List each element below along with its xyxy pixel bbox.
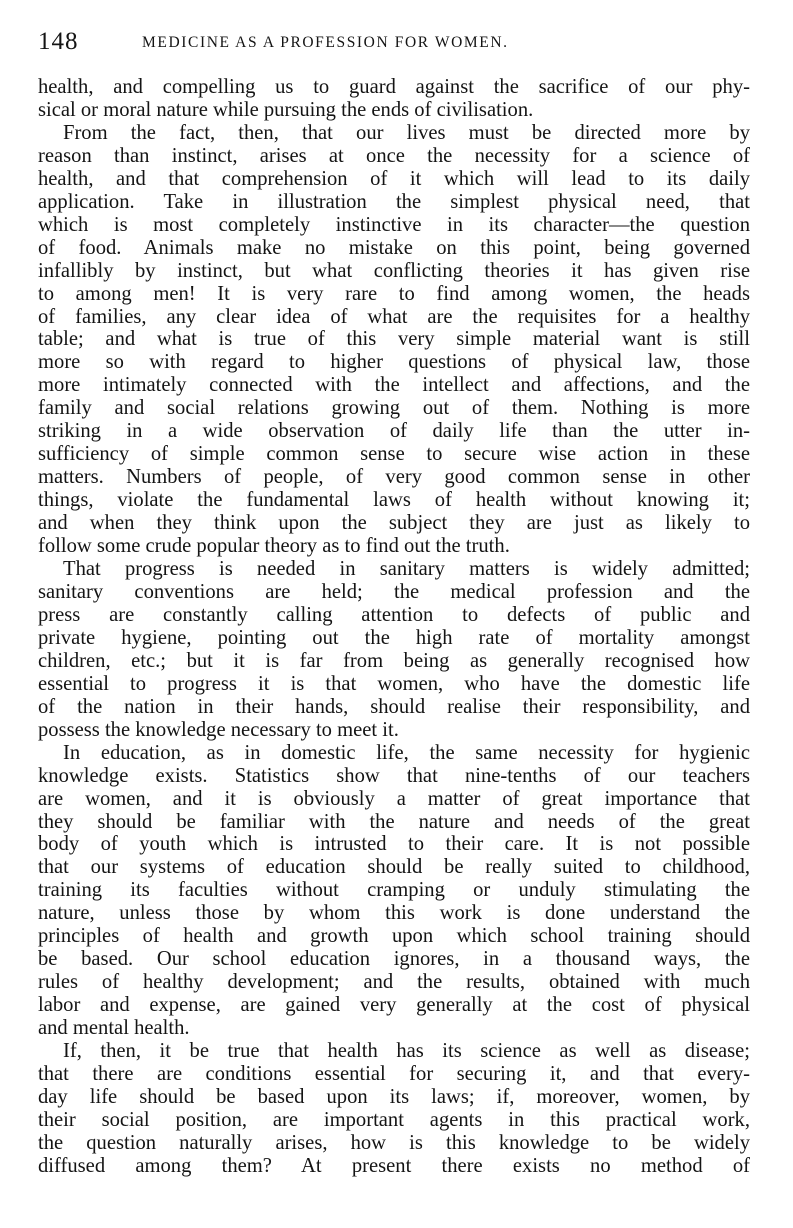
text-line: reason than instinct, arises at once the necessity for a science of [38,144,750,167]
text-line: In education, as in domestic life, the same necessity for hygienic [63,741,750,764]
text-line: of families, any clear idea of what are the requisites for a healthy [38,305,750,328]
text-line: and when they think upon the subject they are just as likely to [38,512,750,535]
text-line: press are constantly calling attention to defects of public and [38,603,750,626]
text-line: children, etc.; but it is far from being as generally recognised how [38,649,750,672]
text-line: That progress is needed in sanitary matters is widely admitted; [63,558,750,581]
text-line: body of youth which is intrusted to their care. It is not possible [38,833,750,856]
text-line: that our systems of education should be really suited to childhood, [38,856,750,879]
text-line: are women, and it is obviously a matter of great importance that [38,787,750,810]
text-line: follow some crude popular theory as to find out the truth. [38,535,510,558]
text-line: application. Take in illustration the simplest physical need, that [38,190,750,213]
text-line: nature, unless those by whom this work is done understand the [38,902,750,925]
paragraph [38,76,750,122]
text-line: knowledge exists. Statistics show that nine-tenths of our teachers [38,764,750,787]
text-line: that there are conditions essential for securing it, and that every- [38,1062,750,1085]
text-line: more so with regard to higher questions of physical law, those [38,351,750,374]
text-line: possess the knowledge necessary to meet it. [38,718,399,741]
text-line: essential to progress it is that women, who have the domestic life [38,672,750,695]
text-line: day life should be based upon its laws; if, moreover, women, by [38,1085,750,1108]
text-line: health, and compelling us to guard against the sacrifice of our phy- [38,76,750,98]
paragraph [38,558,750,742]
book-page [38,28,750,1178]
text-line: which is most completely instinctive in its character—the question [38,213,750,236]
text-line: more intimately connected with the intellect and affections, and the [38,374,750,397]
text-line: sical or moral nature while pursuing the ends of civilisation. [38,98,534,121]
text-line: the question naturally arises, how is this knowledge to be widely [38,1131,750,1154]
body-text [38,76,750,1178]
text-line: matters. Numbers of people, of very good common sense in other [38,466,750,489]
text-line: and mental health. [38,1017,190,1040]
text-line: things, violate the fundamental laws of health without knowing it; [38,489,750,512]
text-line: their social position, are important agents in this practical work, [38,1108,750,1131]
paragraph [38,742,750,1040]
text-line: be based. Our school education ignores, in a thousand ways, the [38,948,750,971]
text-line: private hygiene, pointing out the high rate of mortality amongst [38,626,750,649]
text-line: of the nation in their hands, should realise their responsibility, and [38,695,750,718]
text-line: diffused among them? At present there exists no method of [38,1154,750,1177]
paragraph [38,1040,750,1178]
text-line: table; and what is true of this very simple material want is still [38,328,750,351]
text-line: principles of health and growth upon which school training should [38,925,750,948]
text-line: to among men! It is very rare to find among women, the heads [38,282,750,305]
text-line: sufficiency of simple common sense to secure wise action in these [38,443,750,466]
running-title: MEDICINE AS A PROFESSION FOR WOMEN. [142,34,509,51]
text-line: From the fact, then, that our lives must be directed more by [63,121,750,144]
text-line: infallibly by instinct, but what conflicting theories it has given rise [38,259,750,282]
text-line: family and social relations growing out of them. Nothing is more [38,397,750,420]
text-line: labor and expense, are gained very generally at the cost of physical [38,994,750,1017]
running-header [38,28,750,58]
page-number: 148 [38,28,79,55]
text-line: striking in a wide observation of daily life than the utter in- [38,420,750,443]
text-line: training its faculties without cramping or unduly stimulating the [38,879,750,902]
text-line: If, then, it be true that health has its science as well as disease; [63,1040,750,1063]
paragraph [38,122,750,558]
text-line: sanitary conventions are held; the medical profession and the [38,580,750,603]
text-line: rules of healthy development; and the results, obtained with much [38,971,750,994]
text-line: they should be familiar with the nature and needs of the great [38,810,750,833]
text-line: of food. Animals make no mistake on this point, being governed [38,236,750,259]
text-line: health, and that comprehension of it which will lead to its daily [38,167,750,190]
